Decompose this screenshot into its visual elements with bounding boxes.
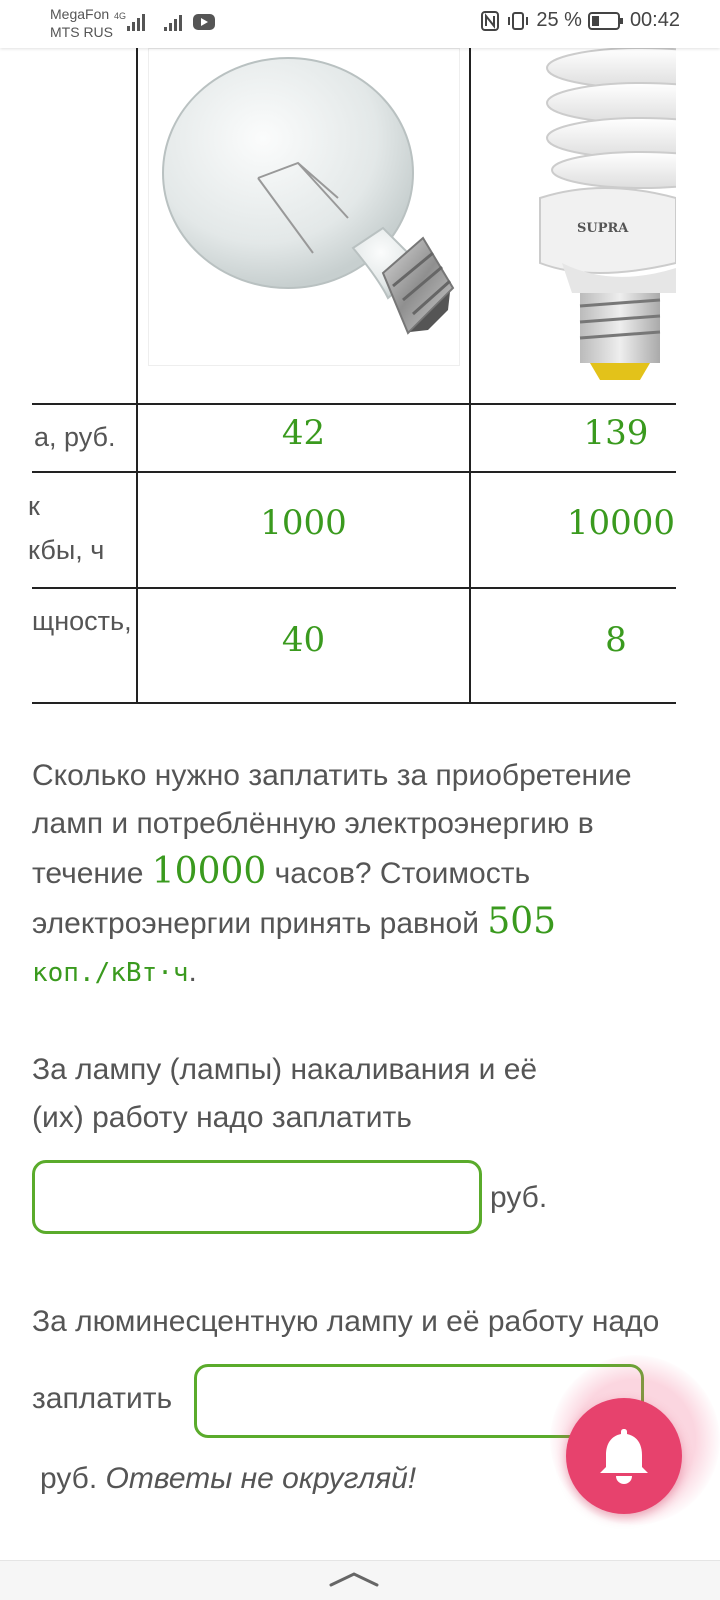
row-label-lifetime-line2: кбы, ч (28, 535, 105, 565)
signal-icon (114, 10, 150, 34)
answer2-unit: руб. (40, 1462, 98, 1495)
question-end: . (188, 955, 197, 988)
cell-incandescent-lifetime: 1000 (260, 503, 347, 543)
battery-percent: 25 % (536, 9, 582, 31)
carrier-name-1: MegaFon (50, 6, 110, 22)
carrier-name-2: MTS RUS (50, 24, 113, 40)
battery-icon (588, 11, 624, 31)
bulb-brand-label: SUPRA (577, 221, 629, 236)
bottom-navigation-bar (0, 1560, 720, 1600)
question-hours: 10000 (151, 851, 267, 892)
nfc-icon (480, 10, 500, 32)
notification-button[interactable] (566, 1398, 682, 1514)
fluorescent-bulb-image (532, 48, 676, 388)
network-type-label: 4G (114, 11, 127, 21)
clock: 00:42 (629, 9, 680, 31)
question-part1: Сколько нужно заплатить за приобретение ламп и потреблённую электроэнергию в течение (32, 759, 632, 890)
vibrate-icon (506, 10, 530, 32)
table-divider (32, 702, 676, 704)
answer2-warning: Ответы не округляй! (105, 1462, 417, 1495)
table-divider (136, 48, 138, 704)
status-bar (0, 0, 720, 48)
question-price: 505 (487, 901, 557, 942)
bell-icon (595, 1425, 653, 1487)
signal-icon (162, 10, 188, 34)
answer1-prompt: За лампу (лампы) накаливания и её (их) работу надо заплатить (32, 1053, 538, 1134)
table-divider (32, 471, 676, 473)
answer2-prompt: За люминесцентную лампу и её работу надо (32, 1305, 660, 1338)
cell-fluorescent-lifetime: 10000 (566, 503, 676, 543)
question-unit: коп./кВт·ч (32, 958, 189, 988)
row-label-price: а, руб. (34, 422, 116, 452)
table-divider (32, 587, 676, 589)
cell-incandescent-price: 42 (281, 413, 326, 453)
question-part2: часов? Стоимость электроэнергии принять равной (32, 857, 531, 940)
table-divider (469, 48, 471, 704)
comparison-table (0, 48, 720, 718)
row-label-lifetime (28, 484, 104, 572)
answer2-note (40, 1455, 540, 1503)
answer1-input[interactable] (32, 1160, 482, 1234)
incandescent-bulb-image (148, 48, 460, 366)
row-label-lifetime-line1: к (28, 491, 40, 521)
carrier-info (50, 5, 113, 41)
row-label-power: щность, (32, 606, 132, 636)
answer1-unit: руб. (490, 1181, 548, 1214)
cell-fluorescent-price: 139 (583, 413, 649, 453)
cell-fluorescent-power: 8 (605, 620, 627, 660)
table-divider (32, 403, 676, 405)
answer2-prompt-line2: заплатить (32, 1382, 173, 1415)
youtube-icon (192, 12, 216, 32)
question-text (32, 752, 692, 997)
cell-incandescent-power: 40 (281, 620, 326, 660)
status-right-group (480, 9, 680, 32)
chevron-up-icon[interactable] (328, 1569, 380, 1589)
